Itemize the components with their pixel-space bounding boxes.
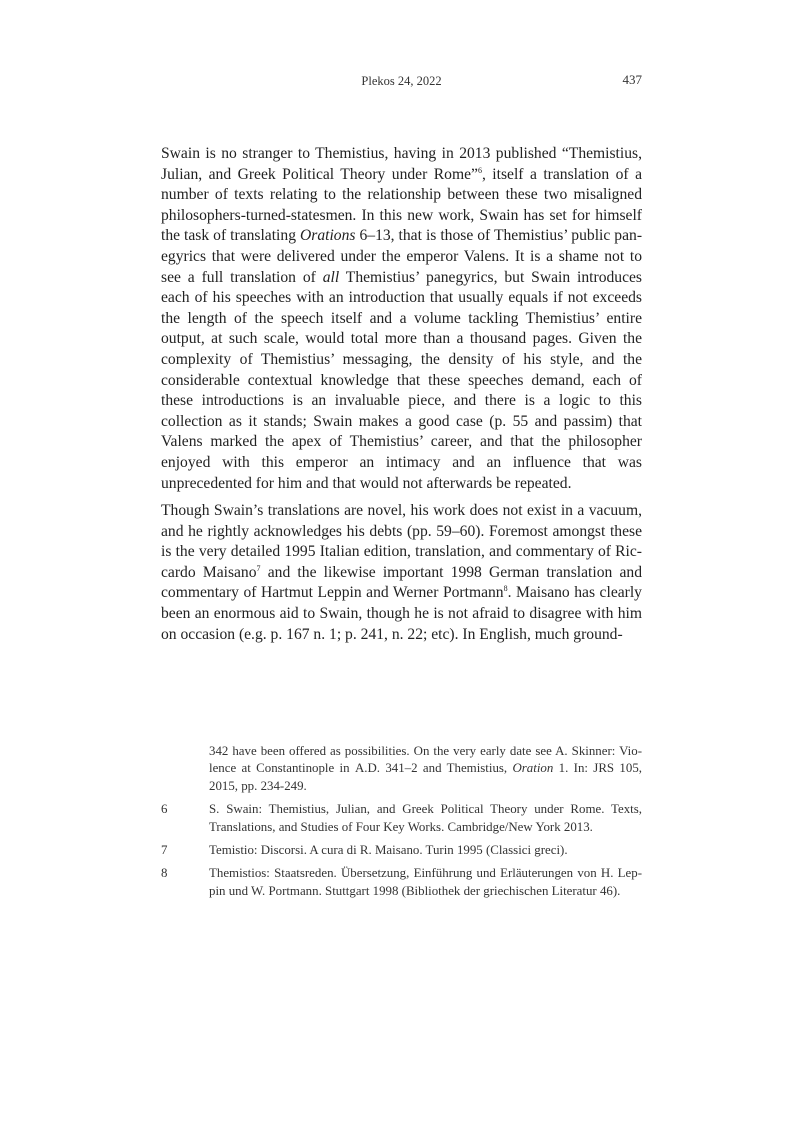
page-header [161,72,642,92]
smallcaps-text: A.D. [354,761,381,776]
text-segment: Swain is no stranger to Themistius, having in 2013 published “Themistius, Julian, and Greek Political Theory under Rome” [161,145,642,183]
footnote-continuation [161,743,642,795]
footnote-number: 8 [161,866,168,881]
footnote-text: S. Swain: Themistius, Julian, and Greek Political Theory under Rome. Texts, Translations, and Studies of Four Key Works. Cambridge/New York 2013. [209,802,642,834]
footnote-8 [161,865,642,900]
text-segment: and the likewise important 1998 German translation and commentary of Hartmut Leppin and Werner Portmann [161,563,642,602]
text-segment: 6–13, that is those of Themistius’ public panegyrics that were delivered under the emperor Valens. It is a shame not to see a full translation of [161,227,643,286]
footnotes [161,743,642,906]
footnote-ref-6[interactable]: 6 [477,165,482,175]
footnote-6 [161,801,642,836]
footnote-number: 7 [161,843,168,858]
paragraph-2 [161,501,642,645]
paragraph-1 [161,144,642,494]
footnote-ref-8[interactable]: 8 [503,584,508,594]
text-segment: 341–2 and Themistius, [380,761,513,776]
text-segment: Themistius’ panegyrics, but Swain introduces each of his speeches with an introduction that usually equals if not exceeds the length of the speech itself and a volume tackling Themistius’ entire output, at such scale, would total more than a thousand pages. Given the complexity of Themistius’ messaging, the density of his style, and the considerable contextual knowledge that these speeches demand, each of these introductions is an invaluable piece, and there is a logic to this collection as it stands; Swain makes a good case (p. 55 and passim) that Valens marked the apex of Themistius’ career, and that the philosopher enjoyed with this emperor an intimacy and an influence that was unprecedented for him and that would not afterwards be repeated. [161,268,642,492]
italic-title: Oration [512,761,554,776]
text-segment: 342 have been offered as possibilities. On the very early date see A. Skinner: Violence at Constantinople in [209,744,642,776]
main-text [161,144,642,652]
page-number: 437 [622,72,642,87]
text-segment: . Maisano has clearly been an enormous aid to Swain, though he is not afraid to disagree with him on occasion (e.g. p. 167 n. 1; p. 241, n. 22; etc). In English, much ground- [161,584,642,643]
italic-title: Orations [300,227,356,245]
text-segment: Though Swain’s translations are novel, his work does not exist in a vacuum, and he rightly acknowledges his debts (pp. 59–60). Foremost amongst these is the very detailed 1995 Italian edition, translation, and commentary of Riccardo Maisano [161,502,642,581]
footnote-7 [161,842,642,859]
text-segment: , itself a translation of a number of texts relating to the relationship between these two misaligned philosophers-turned-statesmen. In this new work, Swain has set for himself the task of translating [161,165,642,245]
footnote-text: Temistio: Discorsi. A cura di R. Maisano. Turin 1995 (Classici greci). [209,843,568,858]
running-title: Plekos 24, 2022 [361,74,442,88]
text-segment: 1. In: JRS 105, 2015, pp. 234-249. [209,761,642,793]
footnote-text: Themistios: Staatsreden. Übersetzung, Einführung und Erläuterungen von H. Leppin und W. Portmann. Stuttgart 1998 (Bibliothek der griechischen Literatur 46). [209,866,642,898]
footnote-ref-7[interactable]: 7 [256,563,261,573]
footnote-number: 6 [161,802,168,817]
italic-emphasis: all [322,268,340,286]
